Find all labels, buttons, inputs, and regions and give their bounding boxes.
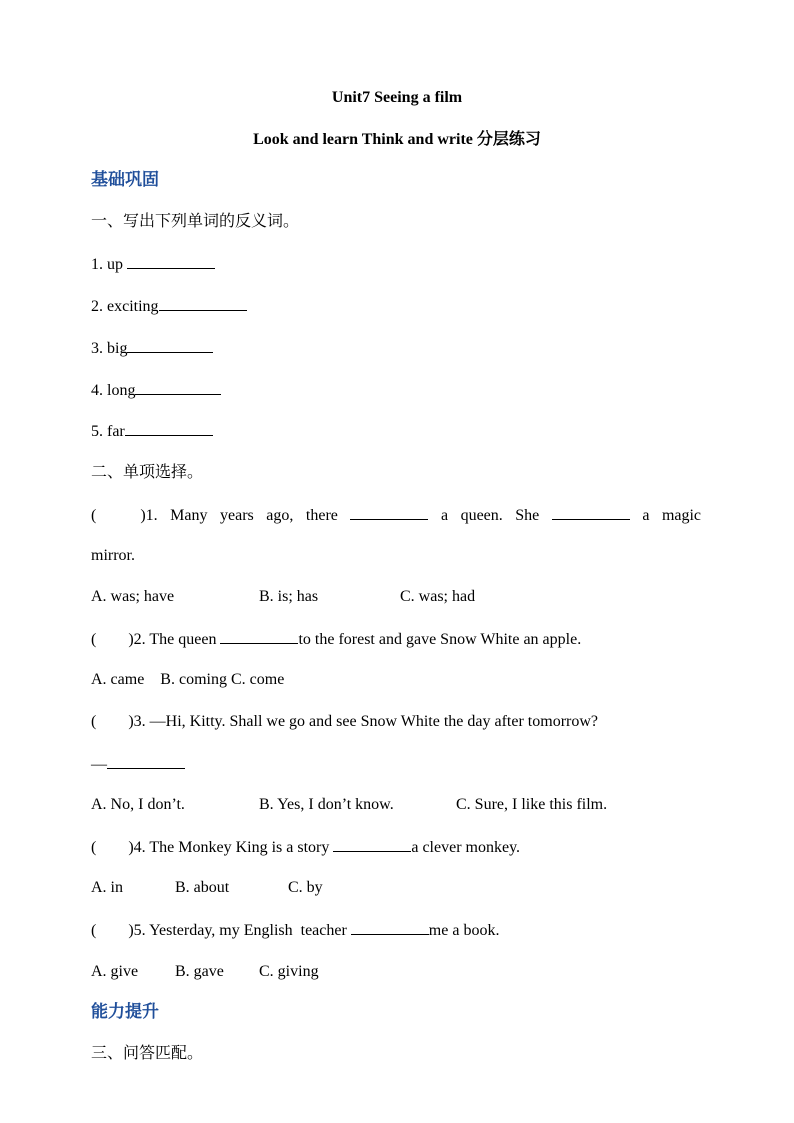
question-3: ( )3. —Hi, Kitty. Shall we go and see Snow White the day after tomorrow? bbox=[91, 713, 598, 730]
option-b: B. is; has bbox=[259, 588, 319, 605]
part1-item: 1. up bbox=[91, 254, 215, 275]
option-c: C. by bbox=[288, 879, 323, 896]
question-1: ( )1. Many years ago, there a queen. She a magic bbox=[91, 507, 702, 524]
answer-blank[interactable] bbox=[220, 629, 298, 644]
question-2-options: A. came B. coming C. come bbox=[91, 671, 285, 688]
section-heading-advanced: 能力提升 bbox=[91, 1002, 159, 1021]
part1-item: 5. far bbox=[91, 421, 213, 442]
part1-item: 4. long bbox=[91, 380, 221, 401]
option-c: C. Sure, I like this film. bbox=[456, 796, 608, 813]
answer-blank[interactable] bbox=[159, 296, 247, 311]
part1-heading: 一、写出下列单词的反义词。 bbox=[91, 213, 300, 230]
part1-item: 2. exciting bbox=[91, 296, 247, 317]
section-heading-basic: 基础巩固 bbox=[91, 170, 159, 189]
answer-blank[interactable] bbox=[351, 920, 429, 935]
question-5: ( )5. Yesterday, my English teacher me a book. bbox=[91, 922, 500, 939]
question-1-continued: mirror. bbox=[91, 547, 135, 564]
part3-heading: 三、问答匹配。 bbox=[91, 1045, 204, 1062]
option-a: A. was; have bbox=[91, 588, 175, 605]
page-subtitle: Look and learn Think and write 分层练习 bbox=[253, 131, 541, 148]
answer-blank[interactable] bbox=[350, 505, 428, 520]
option-c: C. was; had bbox=[400, 588, 476, 605]
question-3-response: — bbox=[91, 754, 185, 775]
answer-blank[interactable] bbox=[127, 254, 215, 269]
answer-blank[interactable] bbox=[333, 837, 411, 852]
option-c: C. giving bbox=[259, 963, 319, 980]
answer-blank[interactable] bbox=[135, 380, 221, 395]
question-4: ( )4. The Monkey King is a story a clever monkey. bbox=[91, 839, 521, 856]
option-b: B. Yes, I don’t know. bbox=[259, 796, 394, 813]
answer-blank[interactable] bbox=[552, 505, 630, 520]
page-title: Unit7 Seeing a film bbox=[331, 89, 463, 106]
answer-blank[interactable] bbox=[127, 338, 213, 353]
answer-blank[interactable] bbox=[125, 421, 213, 436]
option-b: B. gave bbox=[175, 963, 224, 980]
option-a: A. No, I don’t. bbox=[91, 796, 185, 813]
option-a: A. give bbox=[91, 963, 139, 980]
part2-heading: 二、单项选择。 bbox=[91, 464, 204, 481]
question-2: ( )2. The queen to the forest and gave Snow White an apple. bbox=[91, 631, 582, 648]
option-a: A. in bbox=[91, 879, 123, 896]
answer-blank[interactable] bbox=[107, 754, 185, 769]
option-b: B. about bbox=[175, 879, 230, 896]
part1-item: 3. big bbox=[91, 338, 213, 359]
